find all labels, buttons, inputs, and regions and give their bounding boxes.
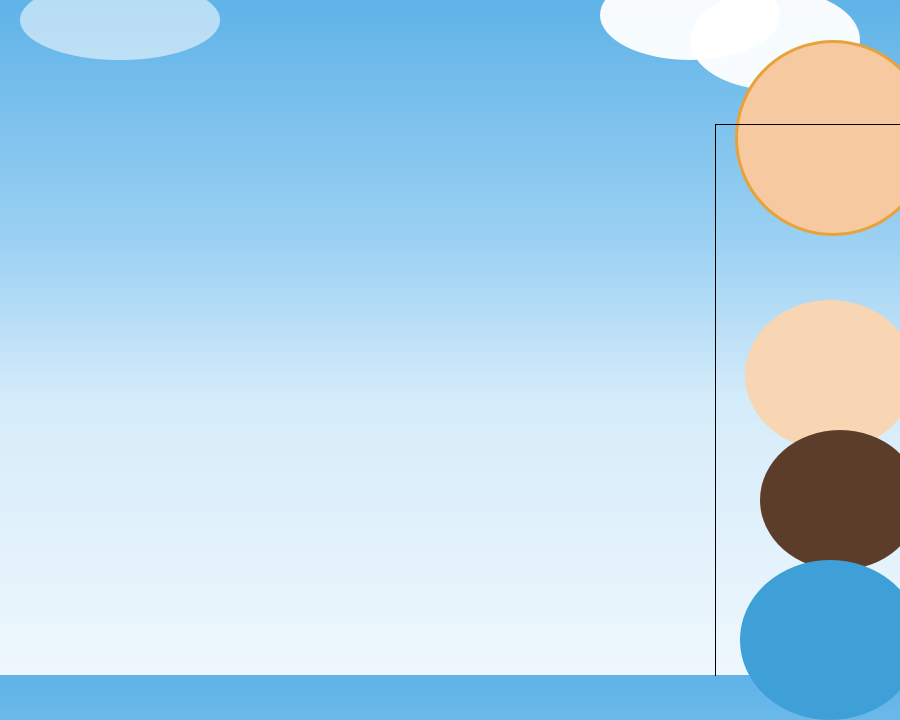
- schedule-table: [4, 124, 716, 675]
- friday-column: [715, 124, 900, 676]
- cloud-decoration: [20, 0, 220, 60]
